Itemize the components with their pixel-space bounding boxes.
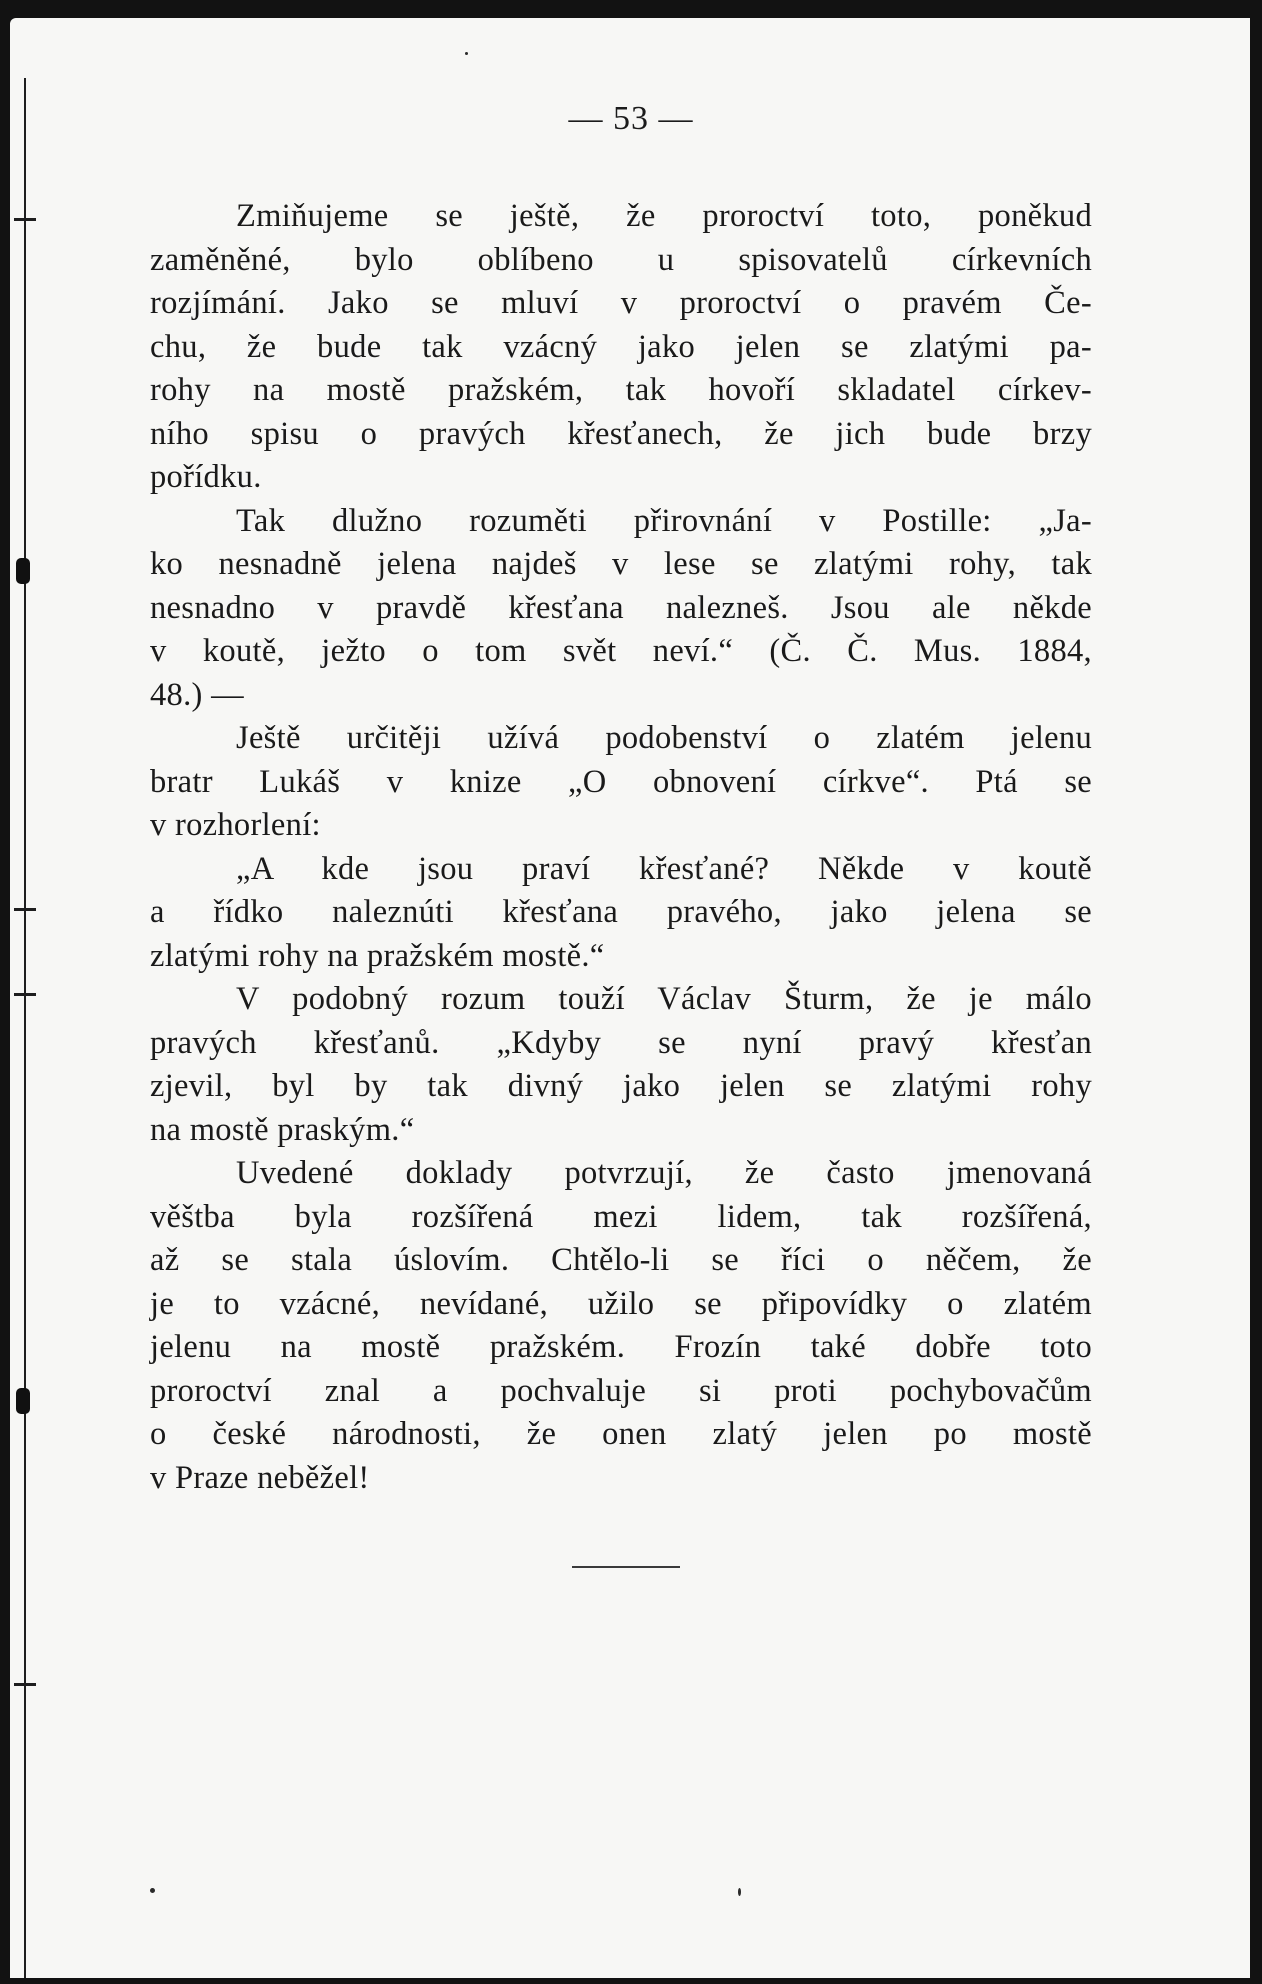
- paragraph: [150, 978, 1092, 1152]
- text-line: proroctví znal a pochvaluje si proti pochybovačům: [150, 1372, 1092, 1409]
- text-line: Zmiňujeme se ještě, že proroctví toto, poněkud: [236, 198, 1092, 234]
- text-line: zlatými rohy na pražském mostě.“: [150, 937, 605, 974]
- binding-blob: [16, 1388, 30, 1414]
- text-line: rozjímání. Jako se mluví v proroctví o pravém Če-: [150, 285, 1092, 321]
- text-line: o české národnosti, že onen zlatý jelen po mostě: [150, 1416, 1092, 1452]
- paragraph: [150, 848, 1092, 979]
- binding-mark: [14, 218, 36, 221]
- text-line: je to vzácné, nevídané, užilo se připovídky o zlatém: [150, 1285, 1092, 1322]
- text-line: zjevil, byl by tak divný jako jelen se zlatými rohy: [150, 1068, 1092, 1104]
- text-line: V podobný rozum touží Václav Šturm, že je málo: [236, 981, 1092, 1017]
- binding-mark: [14, 908, 36, 911]
- end-rule: [572, 1566, 680, 1568]
- text-line: na mostě praským.“: [150, 1111, 415, 1148]
- text-line: nesnadno v pravdě křesťana nalezneš. Jsou ale někde: [150, 589, 1092, 626]
- text-line: Tak dlužno rozuměti přirovnání v Postille: „Ja-: [236, 502, 1092, 539]
- print-speck: [150, 1888, 155, 1893]
- text-line: v rozhorlení:: [150, 807, 321, 843]
- text-line: až se stala úslovím. Chtělo-li se říci o něčem, že: [150, 1242, 1092, 1278]
- body-text: [150, 195, 1092, 1500]
- text-line: rohy na mostě pražském, tak hovoří skladatel církev-: [150, 372, 1092, 408]
- text-line: zaměněné, bylo oblíbeno u spisovatelů církevních: [150, 241, 1092, 278]
- text-line: „A kde jsou praví křesťané? Někde v koutě: [236, 850, 1092, 887]
- text-line: chu, že bude tak vzácný jako jelen se zlatými pa-: [150, 328, 1092, 365]
- page-number: — 53 —: [568, 100, 694, 137]
- text-line: ko nesnadně jelena najdeš v lese se zlatými rohy, tak: [150, 546, 1092, 582]
- text-line: Uvedené doklady potvrzují, že často jmenovaná: [236, 1155, 1092, 1191]
- text-line: jelenu na mostě pražském. Frozín také dobře toto: [150, 1329, 1092, 1365]
- text-line: pravých křesťanů. „Kdyby se nyní pravý křesťan: [150, 1024, 1092, 1061]
- text-line: a řídko naleznúti křesťana pravého, jako jelena se: [150, 894, 1092, 930]
- binding-edge: [24, 78, 26, 1978]
- print-speck: [738, 1888, 741, 1896]
- paragraph: [150, 195, 1092, 500]
- text-line: ního spisu o pravých křesťanech, že jich bude brzy: [150, 415, 1092, 452]
- binding-mark: [14, 993, 36, 996]
- text-line: v koutě, ježto o tom svět neví.“ (Č. Č. Mus. 1884,: [150, 633, 1092, 669]
- text-line: v Praze neběžel!: [150, 1459, 370, 1496]
- text-line: bratr Lukáš v knize „O obnovení církve“. Ptá se: [150, 763, 1092, 800]
- paragraph: [150, 717, 1092, 848]
- binding-mark: [14, 1683, 36, 1686]
- binding-blob: [16, 558, 30, 584]
- paragraph: [150, 1152, 1092, 1500]
- text-line: Ještě určitěji užívá podobenství o zlatém jelenu: [236, 720, 1092, 756]
- text-line: pořídku.: [150, 459, 262, 495]
- text-line: věštba byla rozšířená mezi lidem, tak rozšířená,: [150, 1198, 1092, 1235]
- print-speck: [465, 52, 468, 55]
- paragraph: [150, 500, 1092, 718]
- text-line: 48.) —: [150, 676, 244, 713]
